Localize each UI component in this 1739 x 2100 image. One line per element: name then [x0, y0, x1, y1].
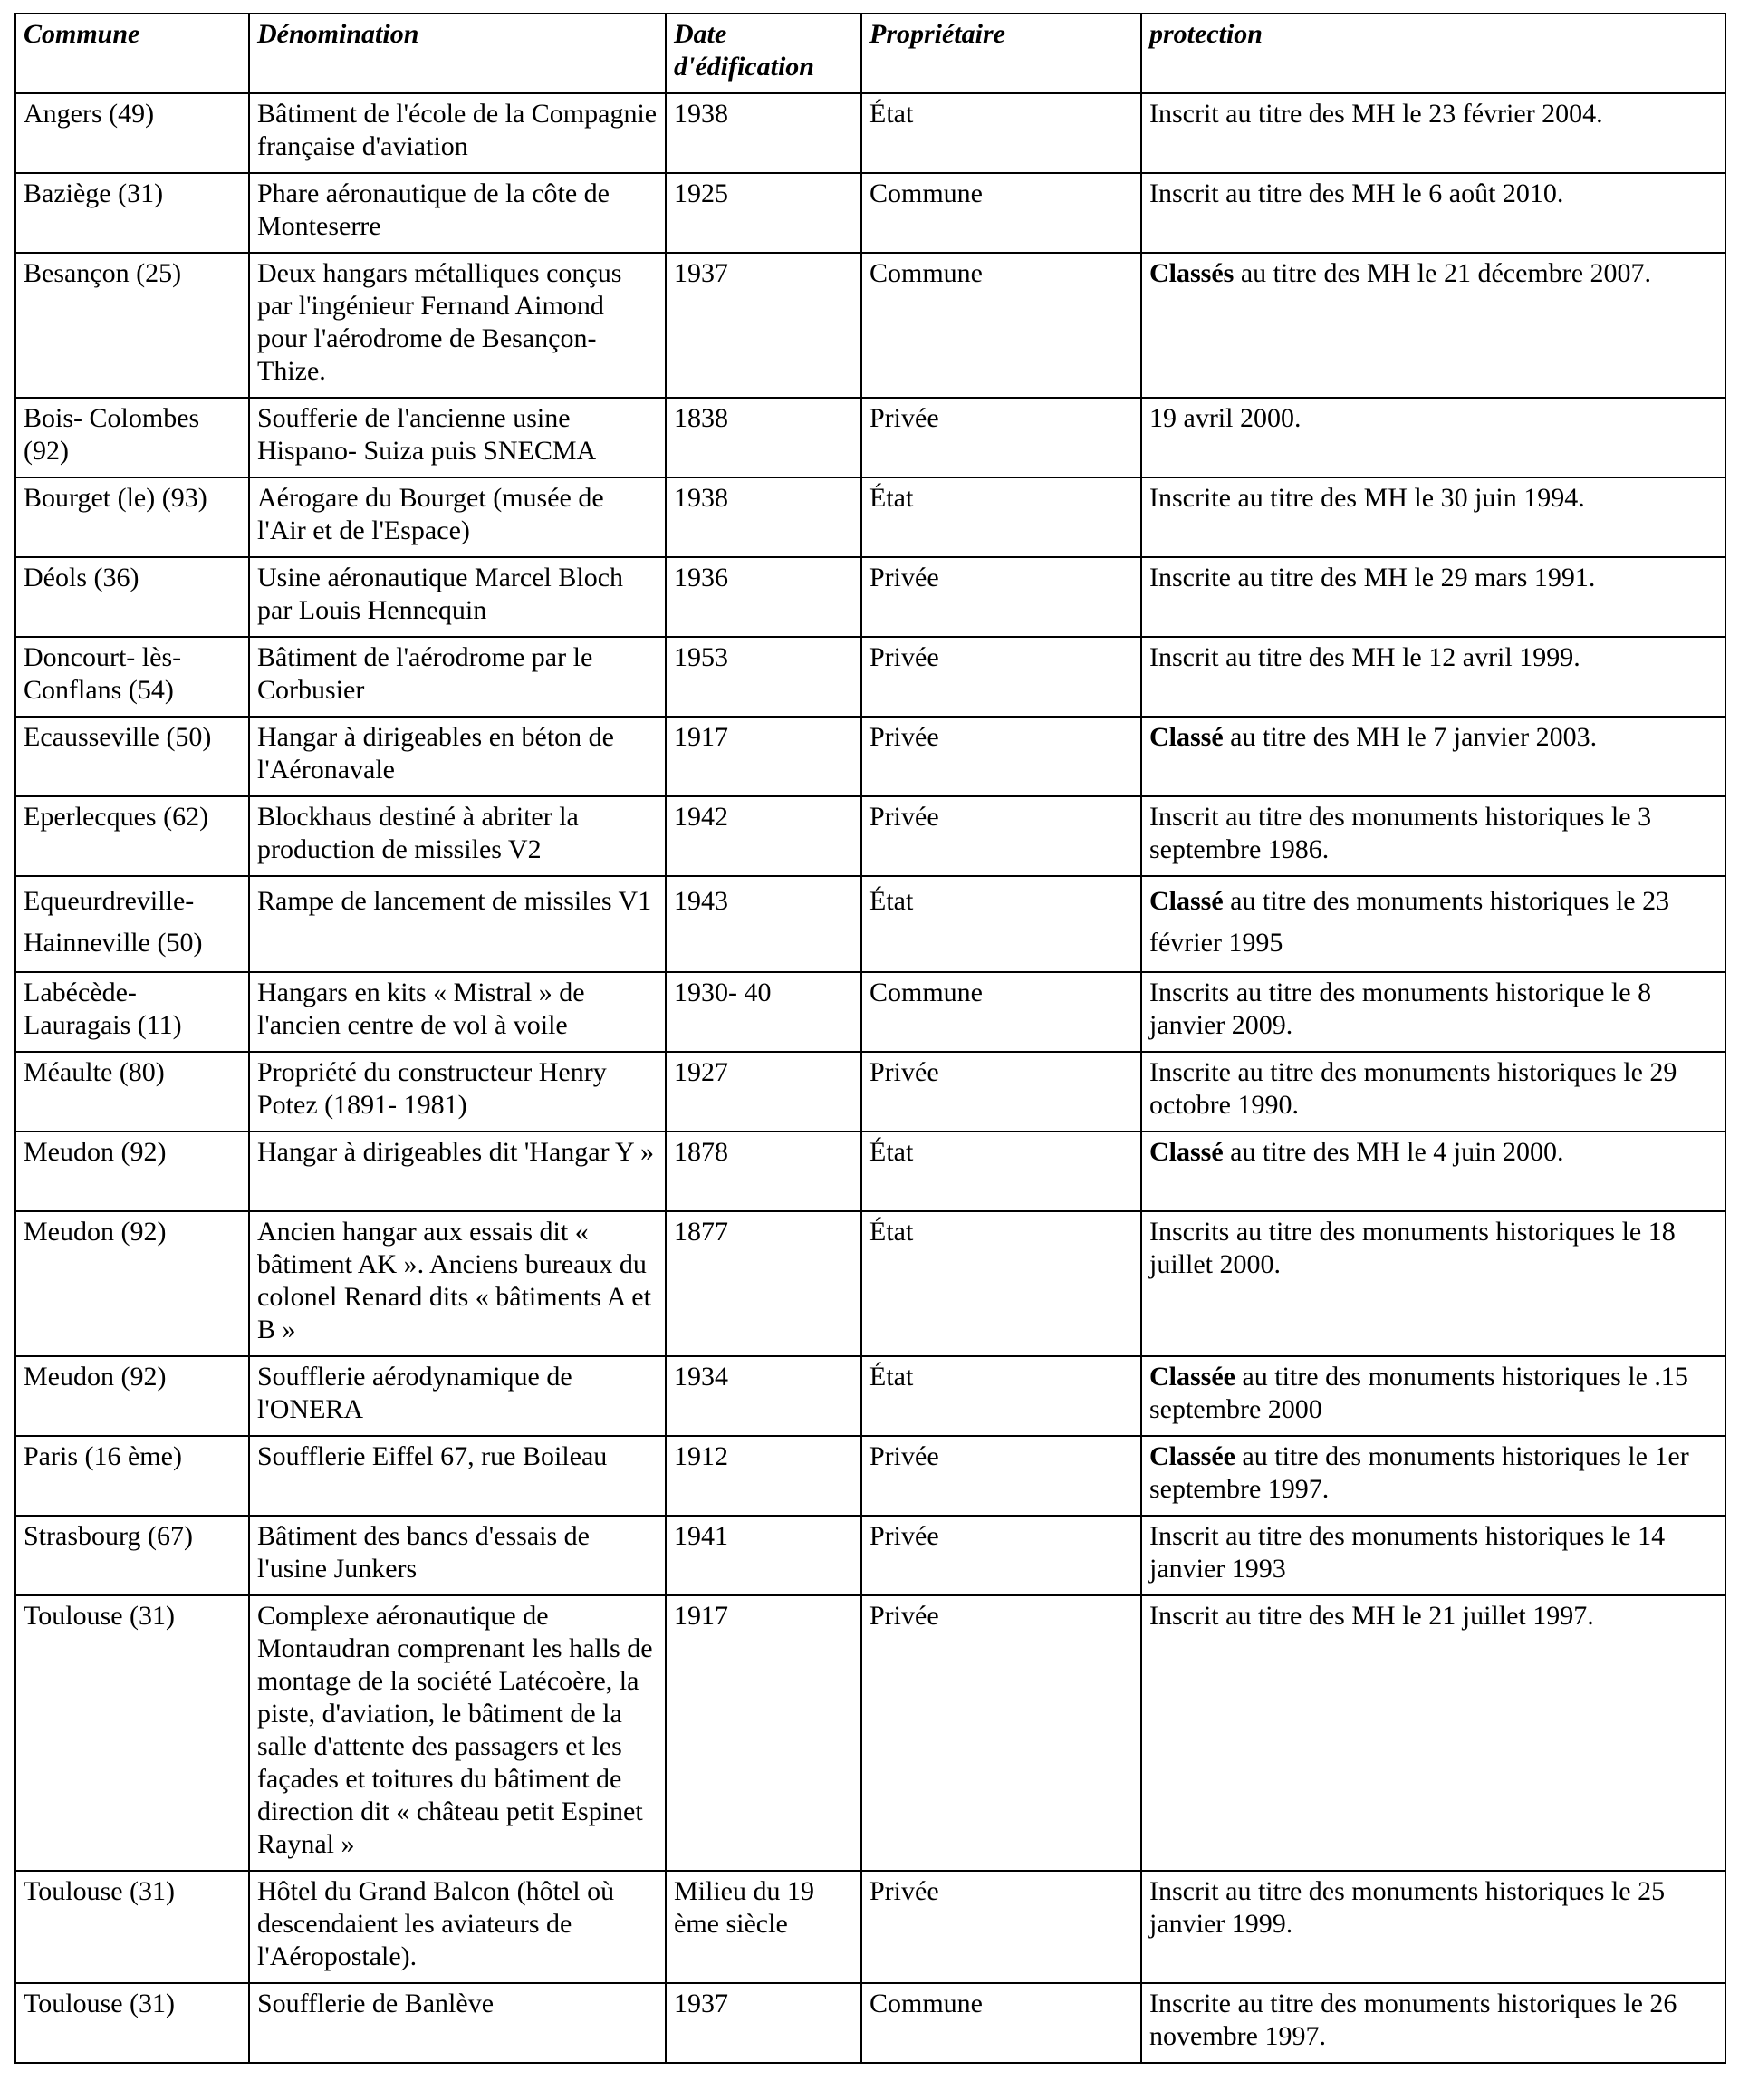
cell-protection	[1141, 1436, 1725, 1516]
cell-denomination: Hangars en kits « Mistral » de l'ancien centre de vol à voile	[249, 972, 666, 1052]
protection-text: Inscrit au titre des MH le 21 juillet 1997.	[1149, 1601, 1594, 1631]
header-commune: Commune	[15, 14, 249, 93]
cell-owner: État	[861, 1132, 1141, 1211]
protection-text: au titre des MH le 21 décembre 2007.	[1234, 258, 1652, 288]
cell-owner: Commune	[861, 173, 1141, 253]
cell-denomination: Rampe de lancement de missiles V1	[249, 876, 666, 972]
cell-commune: Eperlecques (62)	[15, 796, 249, 876]
cell-date: 1938	[666, 477, 861, 557]
cell-commune: Paris (16 ème)	[15, 1436, 249, 1516]
cell-denomination: Soufflerie de Banlève	[249, 1983, 666, 2063]
protection-text: Inscrit au titre des MH le 12 avril 1999.	[1149, 642, 1580, 672]
cell-protection	[1141, 972, 1725, 1052]
cell-denomination: Aérogare du Bourget (musée de l'Air et de l'Espace)	[249, 477, 666, 557]
protection-keyword: Classée	[1149, 1362, 1235, 1392]
cell-denomination: Hôtel du Grand Balcon (hôtel où descendaient les aviateurs de l'Aéropostale).	[249, 1871, 666, 1983]
cell-protection	[1141, 796, 1725, 876]
cell-denomination: Hangar à dirigeables en béton de l'Aéronavale	[249, 717, 666, 796]
header-owner: Propriétaire	[861, 14, 1141, 93]
cell-date: 1917	[666, 1595, 861, 1871]
protection-text: Inscrite au titre des monuments historiques le 26 novembre 1997.	[1149, 1989, 1677, 2051]
document-page	[14, 13, 1725, 2064]
cell-owner: Commune	[861, 972, 1141, 1052]
cell-commune: Bois- Colombes (92)	[15, 398, 249, 477]
protection-text: Inscrit au titre des monuments historiques le 3 septembre 1986.	[1149, 802, 1652, 864]
table-row	[15, 972, 1725, 1052]
cell-protection	[1141, 1595, 1725, 1871]
table-header-row	[15, 14, 1725, 93]
cell-date: 1937	[666, 1983, 861, 2063]
table-row	[15, 1871, 1725, 1983]
table-row	[15, 93, 1725, 173]
cell-commune: Meudon (92)	[15, 1356, 249, 1436]
cell-owner: Privée	[861, 1595, 1141, 1871]
cell-date: 1953	[666, 637, 861, 717]
cell-denomination: Ancien hangar aux essais dit « bâtiment AK ». Anciens bureaux du colonel Renard dits « bâtiments A et B »	[249, 1211, 666, 1356]
cell-owner: État	[861, 876, 1141, 972]
protection-text: Inscrit au titre des MH le 6 août 2010.	[1149, 178, 1564, 208]
cell-commune: Doncourt- lès-Conflans (54)	[15, 637, 249, 717]
cell-date: 1912	[666, 1436, 861, 1516]
cell-commune: Toulouse (31)	[15, 1983, 249, 2063]
cell-owner: État	[861, 93, 1141, 173]
cell-denomination: Blockhaus destiné à abriter la production de missiles V2	[249, 796, 666, 876]
cell-denomination: Complexe aéronautique de Montaudran comprenant les halls de montage de la société Latécoère, la piste, d'aviation, le bâtiment de la salle d'attente des passagers et les façades et toitures du bâtiment de direction dit « château petit Espinet Raynal »	[249, 1595, 666, 1871]
cell-denomination: Propriété du constructeur Henry Potez (1891- 1981)	[249, 1052, 666, 1132]
protection-keyword: Classé	[1149, 722, 1224, 752]
cell-commune: Méaulte (80)	[15, 1052, 249, 1132]
cell-date: 1925	[666, 173, 861, 253]
table-row	[15, 1356, 1725, 1436]
cell-commune: Déols (36)	[15, 557, 249, 637]
cell-commune: Meudon (92)	[15, 1132, 249, 1211]
table-row	[15, 477, 1725, 557]
protection-keyword: Classée	[1149, 1441, 1235, 1471]
table-row	[15, 253, 1725, 398]
header-date: Date d'édification	[666, 14, 861, 93]
cell-protection	[1141, 557, 1725, 637]
cell-protection	[1141, 173, 1725, 253]
protection-text: Inscrite au titre des MH le 30 juin 1994.	[1149, 483, 1585, 513]
cell-owner: Privée	[861, 796, 1141, 876]
protection-keyword: Classés	[1149, 258, 1235, 288]
cell-protection	[1141, 477, 1725, 557]
cell-date: 1934	[666, 1356, 861, 1436]
cell-protection	[1141, 253, 1725, 398]
cell-owner: État	[861, 1211, 1141, 1356]
table-row	[15, 876, 1725, 972]
cell-owner: Privée	[861, 1436, 1141, 1516]
cell-commune: Ecausseville (50)	[15, 717, 249, 796]
protection-text: au titre des monuments historiques le .15 septembre 2000	[1149, 1362, 1688, 1424]
cell-owner: Commune	[861, 253, 1141, 398]
cell-commune: Baziège (31)	[15, 173, 249, 253]
cell-date: 1937	[666, 253, 861, 398]
cell-protection	[1141, 1132, 1725, 1211]
cell-date: 1917	[666, 717, 861, 796]
table-row	[15, 1211, 1725, 1356]
table-row	[15, 796, 1725, 876]
cell-date: 1930- 40	[666, 972, 861, 1052]
table-row	[15, 173, 1725, 253]
protection-keyword: Classé	[1149, 1137, 1224, 1167]
cell-date: 1943	[666, 876, 861, 972]
protection-text: Inscrite au titre des MH le 29 mars 1991.	[1149, 563, 1596, 592]
cell-denomination: Bâtiment de l'aérodrome par le Corbusier	[249, 637, 666, 717]
cell-protection	[1141, 1516, 1725, 1595]
cell-owner: État	[861, 477, 1141, 557]
cell-protection	[1141, 637, 1725, 717]
cell-denomination: Phare aéronautique de la côte de Monteserre	[249, 173, 666, 253]
cell-owner: Privée	[861, 1871, 1141, 1983]
protection-text: Inscrit au titre des MH le 23 février 2004.	[1149, 99, 1603, 129]
heritage-table	[14, 13, 1726, 2064]
table-row	[15, 1595, 1725, 1871]
protection-text: au titre des MH le 7 janvier 2003.	[1223, 722, 1598, 752]
cell-date: 1941	[666, 1516, 861, 1595]
cell-protection	[1141, 398, 1725, 477]
protection-text: Inscrits au titre des monuments historiques le 18 juillet 2000.	[1149, 1217, 1676, 1279]
cell-denomination: Deux hangars métalliques conçus par l'ingénieur Fernand Aimond pour l'aérodrome de Besançon-Thize.	[249, 253, 666, 398]
cell-protection	[1141, 1983, 1725, 2063]
cell-owner: Privée	[861, 717, 1141, 796]
table-row	[15, 557, 1725, 637]
protection-text: Inscrite au titre des monuments historiques le 29 octobre 1990.	[1149, 1057, 1677, 1120]
cell-commune: Equeurdreville-Hainneville (50)	[15, 876, 249, 972]
cell-commune: Bourget (le) (93)	[15, 477, 249, 557]
cell-commune: Meudon (92)	[15, 1211, 249, 1356]
cell-owner: Privée	[861, 398, 1141, 477]
table-row	[15, 1436, 1725, 1516]
cell-denomination: Soufflerie Eiffel 67, rue Boileau	[249, 1436, 666, 1516]
cell-owner: État	[861, 1356, 1141, 1436]
cell-protection	[1141, 717, 1725, 796]
cell-owner: Privée	[861, 1516, 1141, 1595]
cell-commune: Angers (49)	[15, 93, 249, 173]
cell-denomination: Bâtiment des bancs d'essais de l'usine Junkers	[249, 1516, 666, 1595]
cell-date: 1877	[666, 1211, 861, 1356]
table-row	[15, 1983, 1725, 2063]
table-row	[15, 637, 1725, 717]
protection-text: Inscrit au titre des monuments historiques le 14 janvier 1993	[1149, 1521, 1666, 1584]
table-row	[15, 717, 1725, 796]
cell-owner: Privée	[861, 637, 1141, 717]
cell-denomination: Soufflerie aérodynamique de l'ONERA	[249, 1356, 666, 1436]
cell-denomination: Usine aéronautique Marcel Bloch par Louis Hennequin	[249, 557, 666, 637]
table-row	[15, 398, 1725, 477]
cell-date: 1838	[666, 398, 861, 477]
protection-text: Inscrits au titre des monuments historique le 8 janvier 2009.	[1149, 978, 1652, 1040]
cell-commune: Strasbourg (67)	[15, 1516, 249, 1595]
table-row	[15, 1052, 1725, 1132]
protection-text: au titre des MH le 4 juin 2000.	[1223, 1137, 1564, 1167]
table-row	[15, 1132, 1725, 1211]
cell-date: 1936	[666, 557, 861, 637]
header-denomination: Dénomination	[249, 14, 666, 93]
cell-date: 1938	[666, 93, 861, 173]
protection-text: au titre des monuments historiques le 1er septembre 1997.	[1149, 1441, 1689, 1504]
table-row	[15, 1516, 1725, 1595]
cell-date: Milieu du 19 ème siècle	[666, 1871, 861, 1983]
cell-protection	[1141, 1211, 1725, 1356]
cell-denomination: Soufferie de l'ancienne usine Hispano- Suiza puis SNECMA	[249, 398, 666, 477]
cell-commune: Labécède-Lauragais (11)	[15, 972, 249, 1052]
protection-text: 19 avril 2000.	[1149, 403, 1302, 433]
cell-owner: Commune	[861, 1983, 1141, 2063]
cell-owner: Privée	[861, 1052, 1141, 1132]
cell-denomination: Hangar à dirigeables dit 'Hangar Y »	[249, 1132, 666, 1211]
cell-date: 1878	[666, 1132, 861, 1211]
header-protection: protection	[1141, 14, 1725, 93]
cell-commune: Toulouse (31)	[15, 1871, 249, 1983]
cell-denomination: Bâtiment de l'école de la Compagnie française d'aviation	[249, 93, 666, 173]
cell-date: 1927	[666, 1052, 861, 1132]
cell-owner: Privée	[861, 557, 1141, 637]
cell-protection	[1141, 1871, 1725, 1983]
protection-text: Inscrit au titre des monuments historiques le 25 janvier 1999.	[1149, 1876, 1666, 1939]
cell-protection	[1141, 1356, 1725, 1436]
cell-date: 1942	[666, 796, 861, 876]
cell-commune: Besançon (25)	[15, 253, 249, 398]
protection-text: au titre des monuments historiques le 23 février 1995	[1149, 886, 1670, 958]
cell-protection	[1141, 93, 1725, 173]
cell-protection	[1141, 876, 1725, 972]
protection-keyword: Classé	[1149, 886, 1224, 916]
cell-protection	[1141, 1052, 1725, 1132]
cell-commune: Toulouse (31)	[15, 1595, 249, 1871]
